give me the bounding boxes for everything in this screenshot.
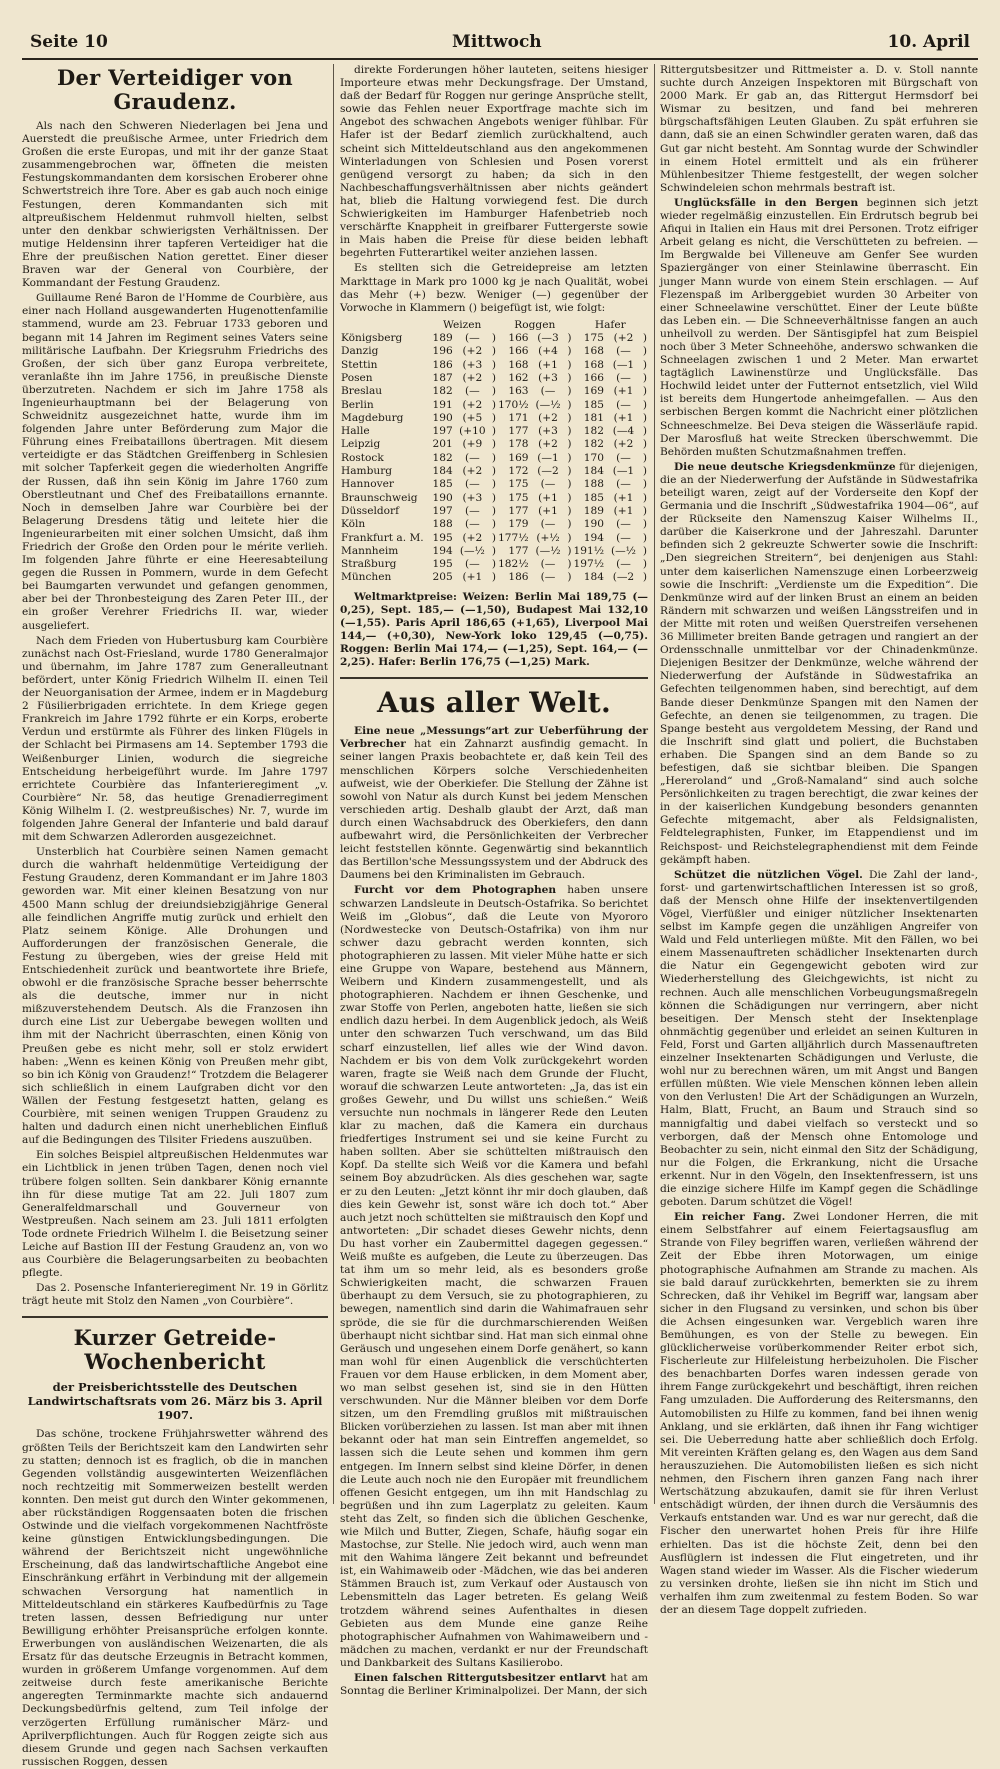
- price-cell: ): [491, 358, 497, 371]
- price-cell: ): [491, 571, 497, 584]
- price-cell: (+1: [613, 504, 634, 517]
- table-row: [340, 532, 648, 545]
- price-cell: (—: [540, 558, 556, 571]
- news-item-text: für diejenigen, die an der Niederwerfung der Aufstände in Südwestafrika beteiligt waren, zeigt auf der Vorderseite den Kopf der Germania und die Inschrift „Südwestafrika 1904—06“, auf der Rückseite den Namenszug Kaiser Wilhelms II., darüber die Kaiserkrone und der Jahreszahl. Darunter befinden sich 2 gekreuzte Schwerter sowie die Inschrift: „Den siegreichen Streitern“, bei denjenigen aus Stahl: unter dem kaiserlichen Namenszuge einen Lorbeerzweig sowie die Inschrift: „Verdienste um die Expedition“. Die Denkmünze wird auf der linken Brust an einem an beiden Rändern mit schwarzen und weißen Längsstreifen und in der Mitte mit roten und weißen Querstreifen versehenen 36 Millimeter breiten Bande getragen und rangiert an der Ordensschnalle unmittelbar vor der Chinadenkmünze. Diejenigen Besitzer der Denkmünze, welche während der Niederwerfung der Aufstände in Südwestafrika an Gefechten teilgenommen haben, sind berechtigt, auf dem Bande dieser Denkmünze Spangen mit den Namen der Gefechte, an denen sie teilgenommen, zu tragen. Die Spange besteht aus vergoldetem Messing, der Rand und die Inschrift sind glatt und poliert, die Buchstaben erhaben. Die Spangen sind an dem Bande so zu befestigen, daß sie sichtbar bleiben. Die Spangen „Hereroland“ und „Groß-Namaland“ sind auch solche Persönlichkeiten zu tragen berechtigt, die zwar keines der in der kaiserlichen Kundgebung besonders genannten Gefechte mitgemacht, aber als Feldsignalisten, Feldtelegraphisten, Funker, im Etappendienst und im Reichspost- und Reichstelegraphendienst mit dem Feinde gekämpft haben.: [660, 460, 978, 866]
- price-cell: ): [642, 451, 647, 464]
- price-cell: 177: [508, 425, 529, 438]
- city-cell: Mannheim: [341, 544, 399, 557]
- price-cell: (+2: [462, 465, 483, 478]
- price-cell: (+1: [538, 358, 558, 371]
- price-cell: 191½: [573, 544, 605, 557]
- price-cell: (—: [616, 478, 631, 491]
- price-cell: (+1: [462, 571, 483, 584]
- price-cell: ): [567, 332, 572, 345]
- price-cell: (—½: [459, 544, 485, 557]
- price-cell: 168: [583, 345, 605, 358]
- price-cell: 163: [508, 385, 529, 398]
- news-item: [340, 725, 648, 882]
- price-cell: ): [642, 332, 647, 345]
- paragraph: Es stellten sich die Getreidepreise am letzten Markttage in Mark pro 1000 kg je nach Qualität, wobei das Mehr (+) bezw. Weniger (—) gegenüber der Vorwoche in Klammern () beigefügt ist, wie folgt:: [340, 262, 648, 314]
- price-cell: (—: [616, 451, 631, 464]
- price-cell: (+2: [613, 438, 634, 451]
- news-item-text: Zwei Londoner Herren, die mit einem Selbstfahrer auf einem Feiertagsausflug am Strande von Filey begriffen waren, verließen während der Zeit der Ebbe ihren Motorwagen, um einige photographische Aufnahmen am Strande zu machen. Als sie bald darauf zurückkehrten, bemerkten sie zu ihrem Schrecken, daß ihr Vehikel im Begriff war, langsam aber sicher in den Flugsand zu versinken, und schon bis über die Achsen eingesunken war. Vergeblich waren ihre Bemühungen, es von der Stelle zu bewegen. Ein glücklicherweise vorüberkommender Reiter erbot sich, Fischerleute zur Hilfeleistung herbeizuholen. Die Fischer des benachbarten Dorfes waren indessen gerade von ihrem Fange zurückgekehrt und beschäftigt, ihren reichen Fang umzuladen. Die Aufforderung des Reitersmanns, den Automobilisten zu Hilfe zu kommen, fand bei ihnen wenig Anklang, und sie erklärten, daß ihnen ihr Fang wichtiger sei. Die Ueberredung hatte aber schließlich doch Erfolg. Mit vereinten Kräften gelang es, den Wagen aus dem Sand herauszuziehen. Die Automobilisten ließen es sich nicht nehmen, den Fischern ihren ganzen Fang nach ihrer Wertschätzung abzukaufen, damit sie für ihren Verlust entschädigt würden, der ihnen durch die Versäumnis des Verkaufs entstanden war. Und es war nur gerecht, daß die Fischer den unerwartet hohen Preis für ihre Hilfe erhielten. Das ist die höchste Zeit, denn bei den Ausflüglern ist indessen die Flut eingetreten, und ihr Wagen stand wieder im Wasser. Als die Fischer wiederum zu versinken drohte, ließen sie ihn nicht im Stich und verhalfen ihm zum zweitenmal zu festem Boden. So war der an diesem Tage doppelt zufrieden.: [660, 1211, 978, 1616]
- price-cell: ): [491, 385, 497, 398]
- price-cell: 182½: [498, 558, 529, 571]
- column-rule: [333, 64, 334, 1504]
- table-row: [340, 452, 648, 465]
- price-cell: 169: [583, 385, 605, 398]
- price-cell: 195: [432, 558, 453, 571]
- price-cell: 186: [508, 571, 529, 584]
- table-body: [340, 332, 648, 585]
- price-cell: ): [642, 504, 647, 517]
- price-cell: ): [491, 504, 497, 517]
- price-cell: 182: [583, 425, 605, 438]
- price-cell: ): [567, 504, 572, 517]
- price-cell: 191: [432, 398, 453, 411]
- price-cell: ): [491, 332, 497, 345]
- news-item-text: Die Zahl der land-, forst- und gartenwirtschaftlichen Interessen ist so groß, daß der Mensch ohne Hilfe der insektenvertilgenden Vögel, Vierfüßler und einiger nützlicher Insektenarten selbst im Kampfe gegen die unzähligen Angreifer von Wald und Feld unterliegen müßte. Mit den Fällen, wo bei einem Massenauftreten schädlicher Insektenarten durch die Natur ein Gegengewicht geboten wird zur Wiederherstellung des Gleichgewichts, ist nicht zu rechnen. Auch alle menschlichen Vorbeugungsmaßregeln können die Schädigungen nur verringern, aber nicht beseitigen. Der Mensch steht der Insektenplage ohnmächtig gegenüber und erleidet an seinen Kulturen in Feld, Forst und Garten alljährlich durch Massenauftreten einzelner Insektenarten Schädigungen und Verluste, die wohl nur zu berechnen wären, um mit Angst und Bangen erfüllen müßten. Wie viele Menschen können leben allein von den Verlusten! Die Art der Schädigungen an Wurzeln, Halm, Blatt, Frucht, an Baum und Strauch sind so mannigfaltig und dabei vielfach so versteckt und so verborgen, daß der Mensch ohne Entomologe und Beobachter zu sein, nicht einmal den Sitz der Schädigung, nur die Folgen, die Erkrankung, nicht die Ursache erkennt. Nur in den Vögeln, den Insektenfressern, ist uns die einzige sichere Hilfe im Kampf gegen die Schädlinge geboten. Darum schützet die Vögel!: [660, 868, 978, 1209]
- table-row: [340, 412, 648, 425]
- grain-price-table: [340, 319, 648, 585]
- city-cell: Danzig: [341, 345, 379, 358]
- price-cell: 179: [508, 518, 529, 531]
- price-cell: (—: [464, 385, 480, 398]
- price-cell: (+1: [613, 411, 634, 424]
- price-cell: 172: [508, 465, 529, 478]
- news-item-lead: Einen falschen Rittergutsbesitzer entlarvt: [354, 1672, 607, 1685]
- city-cell: Magdeburg: [341, 411, 404, 424]
- city-cell: Hamburg: [341, 465, 393, 478]
- price-cell: ): [567, 345, 572, 358]
- table-row: [340, 332, 648, 345]
- price-cell: (—: [464, 518, 480, 531]
- price-cell: ): [642, 411, 647, 424]
- news-item-lead: Unglücksfälle in den Bergen: [674, 196, 859, 209]
- price-cell: 195: [432, 531, 453, 544]
- news-item-text: haben unsere schwarzen Landsleute in Deutsch-Ostafrika. So berichtet Weiß im „Globus“, daß die Leute von Myororo (Nordwestecke von Deutsch-Ostafrika) von ihm nur schwer dazu gebracht werden konnten, sich photographieren zu lassen. Mit vieler Mühe hatte er sich eine Gruppe von Wapare, bestehend aus Männern, Weibern und Kindern zusammengestellt, und als photographieren. Nachdem er ihnen Geschenke, und zwar Stoffe von Perlen, angeboten hatte, ließen sie sich endlich dazu herbei. In dem Augenblick jedoch, als Weiß unter den schwarzen Tuch verschwand, um das Bild scharf einzustellen, lief alles wie der Wind davon. Nachdem er bis von dem Volk zurückgekehrt worden waren, fragte sie Weiß nach dem Grunde der Flucht, worauf die schwarzen Leute antworteten: „Ja, das ist ein großes Gewehr, und Du willst uns schießen.“ Weiß versuchte nun nochmals in längerer Rede den Leuten klar zu machen, daß die Kamera ein durchaus friedfertiges Instrument sei und sie keine Furcht zu haben sollten. Aber sie schüttelten mißtrauisch den Kopf. Da stellte sich Weiß vor die Kamera und befahl seinem Boy abzudrücken. Als dies geschehen war, sagte er zu den Leuten: „Jetzt könnt ihr mir doch glauben, daß dies kein Gewehr ist, sonst wäre ich doch tot.“ Aber auch jetzt noch schüttelten sie mißtrauisch den Kopf und antworteten: „Dir schadet dieses Gewehr nichts, denn Du hast vorher ein Zaubermittel dagegen gegessen.“ Weiß mußte es aufgeben, die Leute zu überzeugen. Das tat ihm um so mehr leid, als es besonders große Schwierigkeiten macht, die schwarzen Frauen überhaupt zu dem Versuch, sie zu photographieren, zu bewegen, namentlich sind darin die Wahimafrauen sehr spröde, die sie für die durchmarschierenden Weißen überhaupt nicht sichtbar sind. Hat man sich einmal ohne Geräusch und ungesehen einem Dorfe genähert, so kann man wohl für einen Augenblick die verschüchterten Frauen vor dem Hause erblicken, in dem Moment aber, wo man selbst gesehen ist, sind sie in den Hütten verschwunden. Nur die Männer bleiben vor dem Dorfe sitzen, um den Fremdling grußlos mit mißtrauischen Blicken vorüberziehen zu lassen. Ist man aber mit ihnen bekannt oder hat man sein Eintreffen angemeldet, so lassen sich die Leute sehen und kommen ihm gern entgegen. Im Innern selbst sind kleine Dörfer, in denen die Leute auch noch nie den Europäer mit freundlichem offenen Gesicht entgegen, um ihn mit Handschlag zu begrüßen und ihn zum Lagerplatz zu geleiten. Kaum steht das Zelt, so finden sich die üblichen Geschenke, wie Milch und Butter, Ziegen, Schafe, häufig sogar ein Mastochse, zur Stelle. Nie jedoch wird, auch wenn man mit den Wahima längere Zeit bekannt und befreundet ist, ein Wahimaweib oder -Mädchen, wie das bei anderen Stämmen Brauch ist, zum Verkauf oder Austausch von Lebensmitteln das Lager betreten. Es gelang Weiß trotzdem während seines Aufenthaltes in diesen Gebieten aus dem Munde eine ganze Reihe photographischer Aufnahmen von Wahimaweibern und -mädchen zu machen, verdankt er nur der Freundschaft und Dankbarkeit des Sultans Kasilierobo.: [340, 884, 648, 1669]
- price-cell: (+2: [613, 332, 634, 345]
- price-cell: (—1: [537, 451, 559, 464]
- price-cell: ): [567, 411, 572, 424]
- price-cell: (+½: [536, 531, 560, 544]
- column-header: Roggen: [514, 318, 556, 331]
- news-item: [660, 1211, 978, 1617]
- paragraph: Nach dem Frieden von Hubertusburg kam Courbière zunächst nach Ost-Friesland, wurde 1780 Generalmajor und übernahm, im Jahre 1787 zum Generalleutnant befördert, unter König Friedrich Wilhelm II. einen Teil der Neuorganisation der Armee, indem er in Magdeburg 2 Füsilierbrigaden errichtete. In dem Kriege gegen Frankreich im Jahre 1792 führte er ein Korps, eroberte Verdun und erstürmte als Führer des linken Flügels in der Schlacht bei Pirmasens am 14. September 1793 die Weißenburger Linien, wodurch die siegreiche Entscheidung herbeigeführt wurde. Im Jahre 1797 errichtete Courbière das Infanterieregiment „v. Courbière“ Nr. 58, das heutige Grenadierregiment König Wilhelm I. (2. westpreußisches) Nr. 7, wurde im folgenden Jahre General der Infanterie und bald darauf mit dem Schwarzen Adlerorden ausgezeichnet.: [22, 634, 328, 844]
- price-cell: ): [642, 465, 647, 478]
- price-cell: 184: [583, 465, 605, 478]
- price-cell: ): [567, 478, 572, 491]
- price-cell: (—: [616, 518, 631, 531]
- price-cell: ): [642, 478, 647, 491]
- price-cell: 182: [583, 438, 605, 451]
- news-item: [340, 884, 648, 1670]
- weekday: Mittwoch: [452, 32, 542, 52]
- price-cell: (—½: [535, 544, 561, 557]
- price-cell: 177: [508, 504, 529, 517]
- news-item-text: hat ein Zahnarzt ausfindig gemacht. In seiner langen Praxis beobachtete er, daß kein Teil des menschlichen Körpers solche Verschiedenheiten aufweist, wie der Oberkiefer. Die Stellung der Zähne ist sowohl von Natur als durch Kunst bei jedem Menschen verschieden artig. Deshalb glaubt der Arzt, daß man durch einen Wachsabdruck des Oberkiefers, den dann aufbewahrt wird, die Persönlichkeiten der Verbrecher leicht feststellen könnte. Gegenwärtig sind bekanntlich das Bertillon'sche Messungssystem und der Abdruck des Daumens bei den Kriminalisten im Gebrauch.: [340, 738, 648, 882]
- price-cell: 194: [583, 531, 605, 544]
- table-row: [340, 425, 648, 438]
- price-cell: (—½: [535, 398, 561, 411]
- table-row: [340, 465, 648, 478]
- price-cell: (+4: [538, 345, 558, 358]
- price-cell: ): [642, 531, 647, 544]
- running-header: [22, 28, 978, 56]
- header-rule: [22, 58, 978, 60]
- price-cell: 185: [583, 398, 605, 411]
- price-cell: ): [491, 411, 497, 424]
- price-cell: ): [491, 518, 497, 531]
- price-cell: (+3: [538, 425, 558, 438]
- news-item-text: beginnen sich jetzt wieder regelmäßig einzustellen. Ein Erdrutsch begrub bei Afiqui in Italien ein Haus mit drei Personen. Trotz eifriger Arbeit gelang es nicht, die Verschütteten zu befreien. — Im Bergwalde bei Villeneuve am Genfer See wurden Spaziergänger von einer Steinlawine überrascht. Ein junger Mann wurde von einem Stein erschlagen. — Auf Flezenspaß im Arlberggebiet wurden 30 Arbeiter von einer Schneelawine verschüttet. Einer der Leute büßte das Leben ein. — Die Schneeverhältnisse fangen an auch unheilvoll zu werden. Der Säntisgipfel hat zum Beispiel noch über 3 Meter Schneehöhe, anderswo schwanken die Schneelagen zwischen 1 und 2 Meter. Man erwartet tagtäglich Lawinenstürze und Unglücksfälle. Das Hochwild leidet unter der Futternot entsetzlich, viel Wild ist bereits dem Hungertode anheimgefallen. — Aus den serbischen Bergen kommt die Nachricht einer plötzlichen Schneeschmelze. Bei Deva steigen die Wässerläufe rapid. Der Marosfluß hat weite Strecken überschwemmt. Die Behörden mußten Schutzmaßnahmen treffen.: [660, 196, 979, 458]
- article-title: Kurzer Getreide-Wochenbericht: [73, 1325, 277, 1375]
- price-cell: ): [642, 385, 647, 398]
- price-cell: ): [491, 438, 497, 451]
- price-cell: ): [642, 371, 647, 384]
- city-cell: Posen: [341, 371, 373, 384]
- price-cell: (+3: [538, 371, 558, 384]
- city-cell: Frankfurt a. M.: [341, 531, 424, 544]
- table-row: [340, 345, 648, 358]
- article-subtitle: der Preisberichtsstelle des Deutschen Landwirtschaftsrats vom 26. März bis 3. April 1907.: [27, 1380, 323, 1423]
- newspaper-page: [22, 28, 979, 1768]
- price-cell: 190: [432, 411, 453, 424]
- price-cell: 185: [432, 478, 453, 491]
- price-cell: (—: [616, 398, 631, 411]
- table-row: [340, 505, 648, 518]
- paragraph: Als nach den Schweren Niederlagen bei Jena und Auerstedt die preußische Armee, unter Friedrich dem Großen die erste Europas, und mit ihr der ganze Staat zusammengebrochen war, öffneten die meisten Festungskommandanten dem korsischen Eroberer ohne Schwertstreich ihre Tore. Aber es gab auch noch einige Festungen, deren Kommandanten sich mit altpreußischem Heldenmut ruhmvoll hielten, selbst unter den denkbar schwierigsten Verhältnissen. Der mutige Heldensinn ihrer tapferen Verteidiger hat die Ehre der preußischen Nation gerettet. Einer dieser Braven war der General von Courbière, der Kommandant der Festung Graudenz.: [22, 120, 328, 290]
- price-cell: (+3: [462, 358, 483, 371]
- price-cell: ): [567, 531, 572, 544]
- price-cell: 175: [508, 478, 529, 491]
- price-cell: (—: [540, 385, 556, 398]
- price-cell: (—: [464, 504, 480, 517]
- news-item: [660, 869, 978, 1209]
- price-cell: ): [642, 358, 647, 371]
- table-row: [340, 385, 648, 398]
- price-cell: 184: [583, 571, 605, 584]
- price-cell: ): [642, 398, 647, 411]
- price-cell: ): [642, 544, 647, 557]
- price-cell: ): [491, 558, 497, 571]
- price-cell: 197½: [573, 558, 605, 571]
- paragraph: Unsterblich hat Courbière seinen Namen gemacht durch die wahrhaft heldenmütige Verteidigung der Festung Graudenz, deren Kommandant er im Jahre 1803 geworden war. Mit einer kleinen Besatzung von nur 4500 Mann schlug der dreiundsiebzigjährige General alle feindlichen Angriffe mutig zurück und erhielt den Platz seinem Könige. Alle Drohungen und Aufforderungen der französischen Generale, die Festung zu übergeben, wies der greise Held mit Entschiedenheit zurück und beantwortete ihre Briefe, obwohl er die französische Sprache besser beherrschte als die deutsche, immer nur in nicht mißzuverstehendem Deutsch. Als die Franzosen ihn durch eine List zur Uebergabe bewegen wollten und ihm mit der Nachricht überraschten, einen König von Preußen gebe es nicht mehr, soll er stolz erwidert haben: „Wenn es keinen König von Preußen mehr gibt, so bin ich König von Graudenz!“ Trotzdem die Belagerer sich schließlich in einem Laufgraben dicht vor den Wällen der Festung festgesetzt hatten, gelang es Courbière, mit seinen wenigen Truppen Graudenz zu halten und dadurch einen nicht unerheblichen Einfluß auf die Bedingungen des Tilsiter Friedens auszuüben.: [22, 846, 328, 1147]
- price-cell: (+2: [462, 345, 483, 358]
- table-row: [340, 438, 648, 451]
- paragraph: direkte Forderungen höher lauteten, seitens hiesiger Importeure etwas mehr Deckungsfrage. Der Umstand, daß der Bedarf für Roggen nur geringe Ansprüche stellt, sowie das Fehlen neuer Exportfrage machte sich im Angebot des schwachen Angebots weniger fühlbar. Für Hafer ist der Bedarf ziemlich zurückhaltend, auch scheint sich Mitteldeutschland aus den angekommenen Winterladungen von Schlesien und Posen vorerst genügend versorgt zu haben; da sich in den Nachbeschaffungsverhältnissen aber nichts geändert hat, blieb die Haltung vorwiegend fest. Die durch Schwierigkeiten im Hamburger Hafenbetrieb noch verschärfte Knappheit in greifbarer Futtergerste sowie in Mais haben die Preise für diese beiden lebhaft begehrten Futterartikel weiter anziehen lassen.: [340, 64, 648, 260]
- article-title: Aus aller Welt.: [376, 686, 612, 720]
- price-cell: 175: [583, 332, 605, 345]
- price-cell: 177½: [498, 531, 529, 544]
- price-cell: (—2: [537, 465, 559, 478]
- price-cell: ): [491, 478, 497, 491]
- price-cell: ): [491, 491, 497, 504]
- price-cell: (+10: [459, 425, 486, 438]
- column-header: Hafer: [594, 318, 626, 331]
- table-row: [340, 518, 648, 531]
- city-cell: Straßburg: [341, 558, 397, 571]
- price-cell: (—3: [537, 332, 559, 345]
- column-1: [22, 64, 328, 1768]
- news-item-lead: Schützet die nützlichen Vögel.: [674, 868, 863, 881]
- price-cell: (+3: [462, 491, 483, 504]
- news-item-text: hat am Sonntag die Berliner Kriminalpolizei. Der Mann, der sich: [340, 1672, 648, 1698]
- price-cell: 168: [508, 358, 529, 371]
- price-cell: ): [567, 385, 572, 398]
- price-cell: 169: [508, 451, 529, 464]
- price-cell: ): [491, 371, 497, 384]
- price-cell: (—: [540, 571, 556, 584]
- price-cell: (—½: [610, 544, 636, 557]
- price-cell: ): [567, 558, 572, 571]
- price-cell: ): [642, 571, 647, 584]
- price-cell: 175: [508, 491, 529, 504]
- table-row: [340, 399, 648, 412]
- price-cell: (—1: [612, 358, 635, 371]
- price-cell: (+1: [538, 491, 558, 504]
- news-item: [340, 1672, 648, 1698]
- price-cell: 170: [583, 451, 605, 464]
- price-cell: (+9: [462, 438, 483, 451]
- price-cell: (—: [464, 451, 480, 464]
- city-cell: Berlin: [341, 398, 374, 411]
- price-cell: 194: [432, 544, 453, 557]
- price-cell: 197: [432, 504, 453, 517]
- table-header-row: [340, 319, 648, 332]
- price-cell: (+2: [538, 438, 558, 451]
- price-cell: ): [567, 491, 572, 504]
- price-cell: ): [491, 544, 497, 557]
- city-cell: Breslau: [341, 385, 383, 398]
- price-cell: 181: [583, 411, 605, 424]
- price-cell: (—: [464, 332, 480, 345]
- city-cell: Halle: [341, 425, 370, 438]
- price-cell: 190: [432, 491, 453, 504]
- news-item-lead: Die neue deutsche Kriegsdenkmünze: [674, 460, 896, 473]
- price-cell: (—: [616, 558, 631, 571]
- price-cell: (—: [616, 371, 631, 384]
- news-item-lead: Furcht vor dem Photographen: [354, 884, 557, 897]
- price-cell: 170½: [498, 398, 529, 411]
- news-item-text: Rittergutsbesitzer und Rittmeister a. D. v. Stoll nannte suchte durch Anzeigen Inspektoren mit Bürgschaft von 2000 Mark. Er gab an, das Rittergut Hermsdorf bei Wismar zu besitzen, und fand bei mehreren bürgschaftsfähigen Leuten Glauben. Zu spät erfuhren sie dann, daß sie an einen Schwindler geraten waren, daß das Gut gar nicht besteht. Am Sonntag wurde der Schwindler in einem Hotel ermittelt und als ein früherer Mühlenbesitzer Thieme festgestellt, der wegen solcher Schwindeleien schon mehrmals bestraft ist.: [660, 64, 978, 194]
- price-cell: ): [491, 531, 497, 544]
- city-cell: Stettin: [341, 358, 378, 371]
- price-cell: ): [567, 451, 572, 464]
- price-cell: (+1: [613, 385, 634, 398]
- price-cell: ): [491, 451, 497, 464]
- issue-date: 10. April: [887, 32, 970, 52]
- column-header: Weizen: [442, 318, 482, 331]
- price-cell: (—: [464, 478, 480, 491]
- price-cell: (+2: [462, 531, 483, 544]
- price-cell: 177: [508, 544, 529, 557]
- paragraph: Das schöne, trockene Frühjahrswetter während des größten Teils der Berichtszeit kam den Landwirten sehr zu statten; dennoch ist es fraglich, ob die in manchen Gegenden vollständig ausgewinterten Weizenflächen noch rechtzeitig mit Sommerweizen bestellt werden konnten. Den meist gut durch den Winter gekommenen, aber rückständigen Roggensaaten boten die frischen Ostwinde und die vielfach vorgekommenen Nachtfröste keine günstigen Entwicklungsbedingungen. Die während der Berichtszeit nicht ungewöhnliche Erscheinung, daß das landwirtschaftliche Angebot eine Einschränkung erfährt in Verbindung mit der allgemein schwachen Versorgung hat namentlich in Mitteldeutschland ein stärkeres Kaufbedürfnis zu Tage treten lassen, dessen Befriedigung nur unter Bewilligung erhöhter Preisansprüche erfolgen konnte. Erwerbungen von ausländischen Weizenarten, die als Ersatz für das deutsche Erzeugnis in Betracht kommen, wurden in größerem Umfange vorgenommen. Auf dem zeitweise durch feste amerikanische Berichte angeregten Terminmarkte machte sich andauernd Deckungsbedürfnis geltend, zum Teil infolge der verzögerten Erfüllung rumänischer März- und Aprilverpflichtungen. Auch für Roggen zeigte sich aus diesem Grunde und gegen nach Sachsen verkauften russischen Roggen, dessen: [22, 1428, 328, 1768]
- price-cell: (—: [540, 518, 556, 531]
- price-cell: ): [567, 518, 572, 531]
- price-cell: 188: [583, 478, 605, 491]
- news-item: [660, 197, 978, 459]
- price-cell: (+2: [462, 371, 483, 384]
- price-cell: ): [567, 358, 572, 371]
- paragraph: Das 2. Posensche Infanterieregiment Nr. 19 in Görlitz trägt heute mit Stolz den Namen „von Courbière“.: [22, 1282, 328, 1308]
- price-cell: (+2: [538, 411, 558, 424]
- price-cell: 168: [583, 358, 605, 371]
- price-cell: ): [491, 465, 497, 478]
- price-cell: 166: [508, 345, 529, 358]
- section-divider: [22, 1316, 328, 1318]
- price-cell: 197: [432, 425, 453, 438]
- column-3: [660, 64, 979, 1616]
- price-cell: 205: [432, 571, 453, 584]
- table-row: [340, 478, 648, 491]
- news-item: [660, 461, 978, 867]
- price-cell: ): [642, 518, 647, 531]
- price-cell: ): [567, 371, 572, 384]
- section-divider: [340, 677, 648, 679]
- price-cell: 182: [432, 451, 453, 464]
- city-cell: Königsberg: [341, 332, 403, 345]
- table-row: [340, 372, 648, 385]
- price-cell: (—: [616, 345, 631, 358]
- city-cell: Rostock: [341, 451, 384, 464]
- page-number: Seite 10: [30, 32, 108, 52]
- price-cell: ): [491, 398, 497, 411]
- price-cell: (+5: [462, 411, 483, 424]
- price-cell: 185: [583, 491, 605, 504]
- world-market-prices: Weltmarktpreise: Weizen: Berlin Mai 189,75 (—0,25), Sept. 185,— (—1,50), Budapest Mai 132,10 (—1,55). Paris April 186,65 (+1,65), Liverpool Mai 144,— (+0,30), New-York loko 129,45 (—0,75). Roggen: Berlin Mai 174,— (—1,25), Sept. 164,— (—2,25). Hafer: Berlin 176,75 (—1,25) Mark.: [340, 590, 648, 669]
- price-cell: 188: [432, 518, 453, 531]
- price-cell: ): [491, 345, 497, 358]
- news-item: [660, 64, 978, 195]
- news-item-lead: Eine neue „Messungs“art zur Ueberführung der Verbrecher: [340, 725, 648, 751]
- city-cell: Braunschweig: [341, 491, 418, 504]
- city-cell: Köln: [341, 518, 366, 531]
- price-cell: (+1: [538, 504, 558, 517]
- price-cell: ): [642, 491, 647, 504]
- column-2: [340, 64, 648, 1698]
- price-cell: ): [567, 544, 572, 557]
- price-cell: 182: [432, 385, 453, 398]
- table-row: [340, 545, 648, 558]
- price-cell: 190: [583, 518, 605, 531]
- price-cell: 187: [432, 371, 453, 384]
- price-cell: (—: [616, 531, 631, 544]
- city-cell: Leipzig: [341, 438, 381, 451]
- news-item-lead: Ein reicher Fang.: [674, 1211, 786, 1224]
- article-title: Der Verteidiger von Graudenz.: [56, 65, 294, 114]
- price-cell: 184: [432, 465, 453, 478]
- price-cell: ): [642, 438, 647, 451]
- table-row: [340, 492, 648, 505]
- price-cell: (—2: [612, 571, 635, 584]
- price-cell: (—1: [612, 465, 635, 478]
- column-rule: [654, 64, 655, 1504]
- price-cell: 162: [508, 371, 529, 384]
- table-row: [340, 558, 648, 571]
- price-cell: (—: [540, 478, 556, 491]
- city-cell: Düsseldorf: [341, 504, 399, 517]
- price-cell: ): [491, 425, 497, 438]
- price-cell: ): [567, 425, 572, 438]
- price-cell: ): [567, 571, 572, 584]
- price-cell: 171: [508, 411, 529, 424]
- price-cell: 201: [432, 438, 453, 451]
- price-cell: ): [642, 558, 647, 571]
- city-cell: München: [341, 571, 392, 584]
- price-cell: ): [567, 398, 572, 411]
- price-cell: 166: [583, 371, 605, 384]
- price-cell: (—: [464, 558, 480, 571]
- price-cell: 189: [432, 332, 453, 345]
- table-row: [340, 571, 648, 584]
- paragraph: Guillaume René Baron de l'Homme de Courbière, aus einer nach Holland ausgewanderten Hugenottenfamilie stammend, wurde am 23. Februar 1733 geboren und begann mit 14 Jahren im Regiment seines Vaters seine militärische Laufbahn. Der Kriegsruhm Friedrichs des Großen, der sich über ganz Europa verbreitete, veranlaßte ihn im Jahre 1756, in preußische Dienste überzutreten. Nachdem er sich im Jahre 1758 als Ingenieurhauptmann bei der Belagerung von Schweidnitz ausgezeichnet hatte, wurde ihm im folgenden Jahre unter Beförderung zum Major die Führung eines Freibataillons übertragen. Mit diesem verteidigte er das Städtchen Greiffenberg in Schlesien mit solcher Tapferkeit gegen die wiederholten Angriffe der Russen, daß ihn sein König im Jahre 1760 zum Oberstleutnant und Chef des Freibataillons ernannte. Noch in demselben Jahre war Courbière bei der Belagerung Dresdens tätig und leitete hier die Ingenieurarbeiten mit einer solchen Umsicht, daß ihm Friedrich der Große den Orden pour le mérite verlieh. Im folgenden Jahre führte er eine Heeresabteilung gegen die Russen in Pommern, wurde in dem Gefecht bei Baumgarten verwundet und gefangen genommen, aber bei der Thronbesteigung des Zaren Peter III., der ein großer Verehrer Friedrichs II. war, wieder ausgeliefert.: [22, 292, 328, 632]
- price-cell: ): [567, 465, 572, 478]
- price-cell: ): [642, 345, 647, 358]
- price-cell: (—4: [612, 425, 635, 438]
- price-cell: (+1: [613, 491, 634, 504]
- price-cell: ): [642, 425, 647, 438]
- price-cell: ): [567, 438, 572, 451]
- price-cell: 196: [432, 345, 453, 358]
- price-cell: (+2: [462, 398, 483, 411]
- price-cell: 189: [583, 504, 605, 517]
- city-cell: Hannover: [341, 478, 394, 491]
- price-cell: 186: [432, 358, 453, 371]
- price-cell: 166: [508, 332, 529, 345]
- table-row: [340, 359, 648, 372]
- paragraph: Ein solches Beispiel altpreußischen Heldenmutes war ein Lichtblick in jenen trüben Tagen, denen noch viel trübere folgen sollten. Sein dankbarer König ernannte ihn für diese mutige Tat am 22. Juli 1807 zum Generalfeldmarschall und Gouverneur von Westpreußen. Nach seinem am 23. Juli 1811 erfolgten Tode ordnete Friedrich Wilhelm I. die Beisetzung seiner Leiche auf Bastion III der Festung Graudenz an, von wo aus Courbière die Belagerungsarbeiten zu beobachten pflegte.: [22, 1149, 328, 1280]
- price-cell: 178: [508, 438, 529, 451]
